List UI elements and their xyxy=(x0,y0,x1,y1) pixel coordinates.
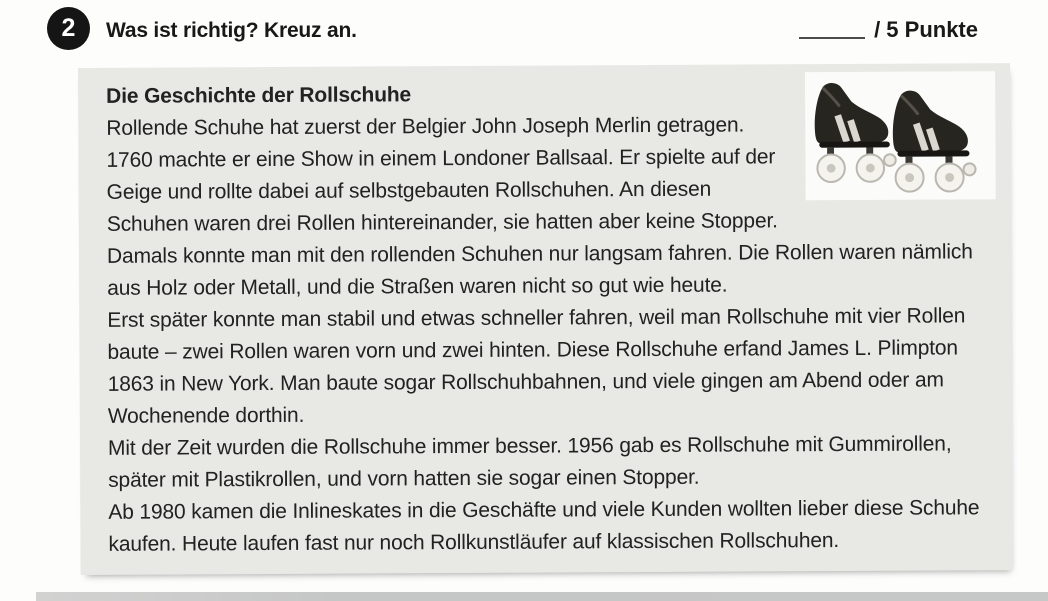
reading-text-box xyxy=(78,63,1013,575)
exercise-title: Was ist richtig? Kreuz an. xyxy=(106,19,357,42)
reading-paragraph-3: Mit der Zeit wurden die Rollschuhe immer besser. 1956 gab es Rollschuhe mit Gummirollen, später mit Plastikrollen, und vorn hatten sie sogar einen Stopper. xyxy=(107,432,952,492)
roller-skates-illustration xyxy=(805,71,996,200)
reading-paragraph-2: Erst später konnte man stabil und etwas schneller fahren, weil man Rollschuhe mit vier Rollen baute – zwei Rollen waren vorn und zwei hinten. Diese Rollschuhe erfand James L. Plimpton 1863 in New York. Man baute sogar Rollschuhbahnen, und viele gingen am Abend oder am Wochenende dorthin. xyxy=(107,304,966,428)
points-blank-line xyxy=(799,37,865,39)
exercise-number: 2 xyxy=(61,14,76,42)
points-area xyxy=(799,17,978,43)
bottom-scan-edge xyxy=(36,592,1048,601)
reading-paragraph-1: Rollende Schuhe hat zuerst der Belgier John Joseph Merlin getragen. 1760 machte er eine Show in einem Londoner Ballsaal. Er spielte auf der Geige und rollte dabei auf selbstgebauten Rollschuhen. An diesen Schuhen waren drei Rollen hintereinander, sie hatten aber keine Stopper. Damals konnte man mit den rollenden Schuhen nur langsam fahren. Die Rollen waren nämlich aus Holz oder Metall, und die Straßen waren nicht so gut wie heute. xyxy=(106,113,973,300)
exercise-number-badge xyxy=(47,7,90,50)
reading-heading: Die Geschichte der Rollschuhe xyxy=(106,83,412,108)
reading-paragraph-4: Ab 1980 kamen die Inlineskates in die Geschäfte und viele Kunden wollten lieber diese Schuhe kaufen. Heute laufen fast nur noch Rollkunstläufer auf klassischen Rollschuhen. xyxy=(108,496,980,556)
points-label: / 5 Punkte xyxy=(874,17,978,42)
roller-skates-photo xyxy=(805,71,996,200)
